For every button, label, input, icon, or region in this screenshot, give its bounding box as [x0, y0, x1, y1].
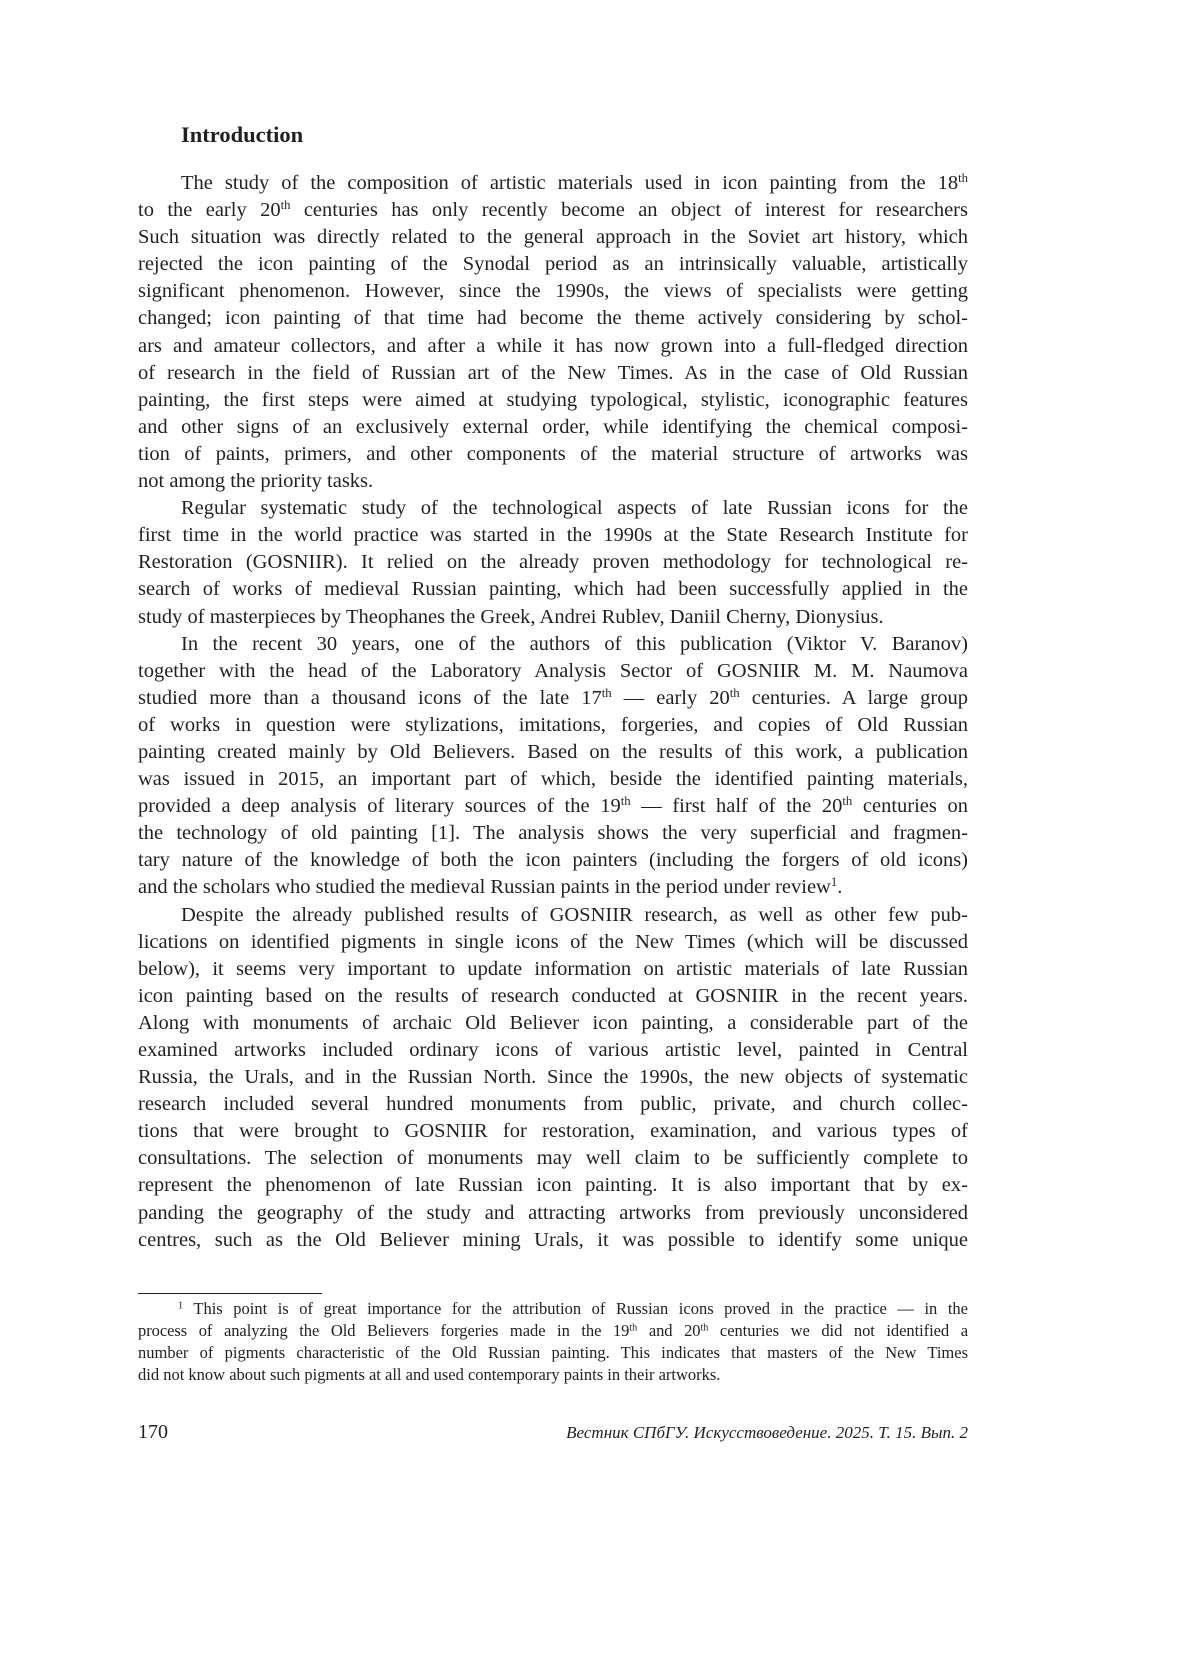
text-run: rejected the icon painting of the Synodal period as an intrinsically valuable, artistically	[138, 253, 968, 276]
body-line	[138, 847, 968, 874]
text-run: number of pigments characteristic of the Old Russian painting. This indicates that masters of the New Times	[138, 1343, 968, 1362]
text-run: consultations. The selection of monuments may well claim to be sufficiently complete to	[138, 1147, 968, 1170]
text-run: ars and amateur collectors, and after a while it has now grown into a full-fledged direction	[138, 334, 968, 357]
body-line	[138, 360, 968, 387]
body-line	[138, 1118, 968, 1145]
superscript: 1	[830, 875, 838, 890]
text-run: examined artworks included ordinary icons of various artistic level, painted in Central	[138, 1039, 968, 1061]
text-run: not among the priority tasks.	[138, 470, 374, 493]
text-run: was issued in 2015, an important part of which, beside the identified painting materials,	[138, 768, 968, 791]
text-run: significant phenomenon. However, since the 1990s, the views of specialists were getting	[138, 280, 968, 303]
superscript: 1	[178, 1300, 184, 1312]
text-run: icon painting based on the results of research conducted at GOSNIIR in the recent years.	[138, 984, 968, 1007]
text-run: study of masterpieces by Theophanes the Greek, Andrei Rublev, Daniil Cherny, Dionysius.	[138, 605, 884, 628]
text-run: the technology of old painting [1]. The analysis shows the very superficial and fragmen-	[138, 822, 968, 845]
text-run: centuries on	[852, 795, 968, 818]
text-run: process of analyzing the Old Believers forgeries made in the 19	[138, 1321, 630, 1340]
body-line	[138, 874, 968, 901]
text-run: centuries has only recently become an object of interest for researchers	[290, 199, 968, 222]
body-line	[138, 1200, 968, 1227]
text-run: research included several hundred monuments from public, private, and church collec-	[138, 1093, 968, 1116]
text-run: to the early 20	[138, 199, 281, 222]
superscript: th	[280, 198, 291, 213]
footnotes	[138, 1298, 968, 1386]
body-line	[138, 902, 968, 929]
footnote-line	[138, 1298, 968, 1320]
text-run: and 20	[637, 1321, 701, 1340]
superscript: th	[729, 685, 740, 700]
text-run: Such situation was directly related to the general approach in the Soviet art history, which	[138, 226, 968, 249]
text-run: .	[837, 876, 843, 899]
text-run: This point is of great importance for the attribution of Russian icons proved in the practice — in the	[183, 1299, 968, 1318]
body-line	[138, 251, 968, 278]
body-line	[138, 170, 968, 197]
superscript: th	[842, 794, 853, 809]
text-run: of research in the field of Russian art of the New Times. As in the case of Old Russian	[138, 361, 968, 384]
text-run: provided a deep analysis of literary sources of the 19	[138, 795, 621, 818]
text-run: studied more than a thousand icons of the late 17	[138, 686, 602, 709]
section-heading: Introduction	[181, 122, 304, 147]
text-run: — first half of the 20	[630, 795, 843, 818]
text-run: and the scholars who studied the medieval Russian paints in the period under review	[138, 876, 831, 899]
superscript: th	[601, 685, 612, 700]
text-run: did not know about such pigments at all and used contemporary paints in their artworks.	[138, 1365, 721, 1384]
journal-title: Вестник СПбГУ. Искусствоведение. 2025. Т. 15. Вып. 2	[566, 1423, 968, 1442]
text-run: and other signs of an exclusively external order, while identifying the chemical composi-	[138, 415, 968, 438]
text-run: represent the phenomenon of late Russian icon painting. It is also important that by ex-	[138, 1174, 968, 1197]
body-line	[138, 1010, 968, 1037]
text-run: In the recent 30 years, one of the authors of this publication (Viktor V. Baranov)	[181, 632, 968, 655]
body-line	[138, 739, 968, 766]
text-run: The study of the composition of artistic materials used in icon painting from the 18	[181, 172, 959, 194]
body-line	[138, 956, 968, 983]
text-run: Restoration (GOSNIIR). It relied on the already proven methodology for technological re-	[138, 551, 968, 574]
text-run: Russia, the Urals, and in the Russian North. Since the 1990s, the new objects of systematic	[138, 1066, 968, 1089]
body-line	[138, 631, 968, 658]
text-run: first time in the world practice was started in the 1990s at the State Research Institute for	[138, 524, 968, 547]
body-line	[138, 1172, 968, 1199]
body-line	[138, 495, 968, 522]
body-line	[138, 549, 968, 576]
body-line	[138, 685, 968, 712]
body-line	[138, 441, 968, 468]
text-run: Regular systematic study of the technological aspects of late Russian icons for the	[181, 497, 968, 520]
body-line	[138, 1064, 968, 1091]
body-line	[138, 576, 968, 603]
text-run: tion of paints, primers, and other components of the material structure of artworks was	[138, 442, 968, 465]
body-line	[138, 522, 968, 549]
superscript: th	[958, 171, 968, 186]
body-line	[138, 766, 968, 793]
footnote-line	[138, 1320, 968, 1342]
body-line	[138, 1091, 968, 1118]
text-run: panding the geography of the study and attracting artworks from previously unconsidered	[138, 1201, 968, 1224]
text-run: search of works of medieval Russian painting, which had been successfully applied in the	[138, 578, 968, 601]
text-run: tions that were brought to GOSNIIR for restoration, examination, and various types of	[138, 1120, 968, 1143]
body-line	[138, 197, 968, 224]
superscript: th	[700, 1322, 709, 1334]
body-line	[138, 387, 968, 414]
body-line	[138, 414, 968, 441]
body-text	[138, 170, 968, 1254]
text-run: lications on identified pigments in single icons of the New Times (which will be discussed	[138, 930, 968, 953]
body-line	[138, 1145, 968, 1172]
text-run: Despite the already published results of GOSNIIR research, as well as other few pub-	[181, 903, 968, 926]
footnote-line	[138, 1342, 968, 1364]
body-line	[138, 604, 968, 631]
superscript: th	[629, 1322, 638, 1334]
body-line	[138, 820, 968, 847]
body-line	[138, 1227, 968, 1254]
page-number: 170	[138, 1421, 168, 1443]
body-line	[138, 333, 968, 360]
text-run: — early 20	[611, 686, 730, 709]
text-run: painting created mainly by Old Believers. Based on the results of this work, a publication	[138, 740, 968, 763]
superscript: th	[620, 794, 631, 809]
body-line	[138, 983, 968, 1010]
body-line	[138, 305, 968, 332]
text-run: centuries we did not identified a	[708, 1321, 968, 1340]
text-run: below), it seems very important to update information on artistic materials of late Russian	[138, 957, 968, 980]
text-run: centres, such as the Old Believer mining Urals, it was possible to identify some unique	[138, 1228, 968, 1251]
body-line	[138, 712, 968, 739]
text-run: changed; icon painting of that time had become the theme actively considering by schol-	[138, 307, 968, 330]
footnote-line	[138, 1364, 968, 1386]
text-run: of works in question were stylizations, imitations, forgeries, and copies of Old Russian	[138, 713, 968, 736]
footnote-divider	[138, 1293, 322, 1294]
text-run: together with the head of the Laboratory Analysis Sector of GOSNIIR M. M. Naumova	[138, 659, 968, 682]
text-run: Along with monuments of archaic Old Believer icon painting, a considerable part of the	[138, 1011, 968, 1034]
body-line	[138, 1037, 968, 1064]
body-line	[138, 658, 968, 685]
body-line	[138, 468, 968, 495]
body-line	[138, 278, 968, 305]
text-run: tary nature of the knowledge of both the icon painters (including the forgers of old icons)	[138, 849, 968, 872]
body-line	[138, 224, 968, 251]
body-line	[138, 929, 968, 956]
text-run: painting, the first steps were aimed at studying typological, stylistic, iconographic features	[138, 388, 968, 411]
text-run: centuries. A large group	[739, 686, 968, 709]
body-line	[138, 793, 968, 820]
